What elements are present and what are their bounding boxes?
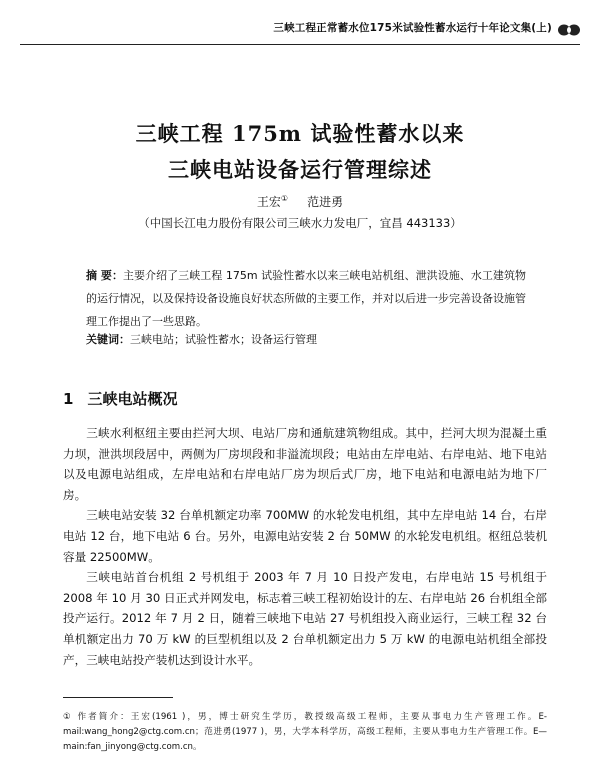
article-title-line-2: 三峡电站设备运行管理综述 [168,157,432,182]
body-paragraph: 三峡电站首台机组 2 号机组于 2003 年 7 月 10 日投产发电，右岸电站 15 号机组于 2008 年 10 月 30 日正式并网发电，标志着三峡工程初始设计的左、右岸电站 26 台机组全部投产运行。2012 年 7 月 2 日，随着三峡地下电站 27 号机组投入商业运行，三峡工程 32 台单机额定出力 70 万 kW 的巨型机组以及 2 台单机额定出力 5 万 kW 的电源电站机组全部投产，三峡电站投产装机达到设计水平。 [63,570,547,667]
author-name: 王宏 [256,195,281,209]
header-rule [20,44,580,45]
coauthor-name: 范进勇 [307,195,344,209]
abstract-text: 主要介绍了三峡工程 175m 试验性蓄水以来三峡电站机组、泄洪设施、水工建筑物的运行情况，以及保持设备设施良好状态所做的主要工作，并对以后进一步完善设备设施管理工作提出了一些思路。 [86,269,526,328]
author-line [0,193,600,210]
footnote: ① 作者简介：王宏(1961 )，男，博士研究生学历，教授级高级工程师，主要从事电力生产管理工作。E-mail:wang_hong2@ctg.com.cn；范进勇(1977 )，男，大学本科学历，高级工程师，主要从事电力生产管理工作。E—main:fan_jinyong@ctg.com.cn。 [63,712,547,752]
section-heading [63,388,177,409]
section-number: 1 [63,390,74,408]
keywords-label: 关键词： [86,333,130,346]
keywords [86,331,526,347]
footnote-rule [63,697,173,698]
keywords-text: 三峡电站；试验性蓄水；设备运行管理 [130,333,317,346]
article-title-line-1: 三峡工程 175m 试验性蓄水以来 [135,121,465,146]
running-header: 三峡工程正常蓄水位175米试验性蓄水运行十年论文集(上) [273,22,552,34]
body-paragraph: 三峡水利枢纽主要由拦河大坝、电站厂房和通航建筑物组成。其中，拦河大坝为混凝土重力坝，泄洪坝段居中，两侧为厂房坝段和非溢流坝段；电站由左岸电站、右岸电站、地下电站以及电源电站组成，左岸电站和右岸电站厂房为坝后式厂房，地下电站和电源电站为地下厂房。 [63,426,547,502]
abstract-label: 摘 要： [86,269,123,282]
author-footnote-mark: ① [280,194,289,203]
section-title: 三峡电站概况 [87,390,178,408]
abstract [86,264,526,333]
publisher-logo-icon [558,24,580,36]
section-body [63,423,547,670]
body-paragraph: 三峡电站安装 32 台单机额定功率 700MW 的水轮发电机组，其中左岸电站 14 台，右岸电站 12 台，地下电站 6 台。另外，电源电站安装 2 台 50MW 的水轮发电机组。枢纽总装机容量 22500MW。 [63,508,547,564]
affiliation: （中国长江电力股份有限公司三峡水力发电厂，宜昌 443133） [138,216,462,230]
